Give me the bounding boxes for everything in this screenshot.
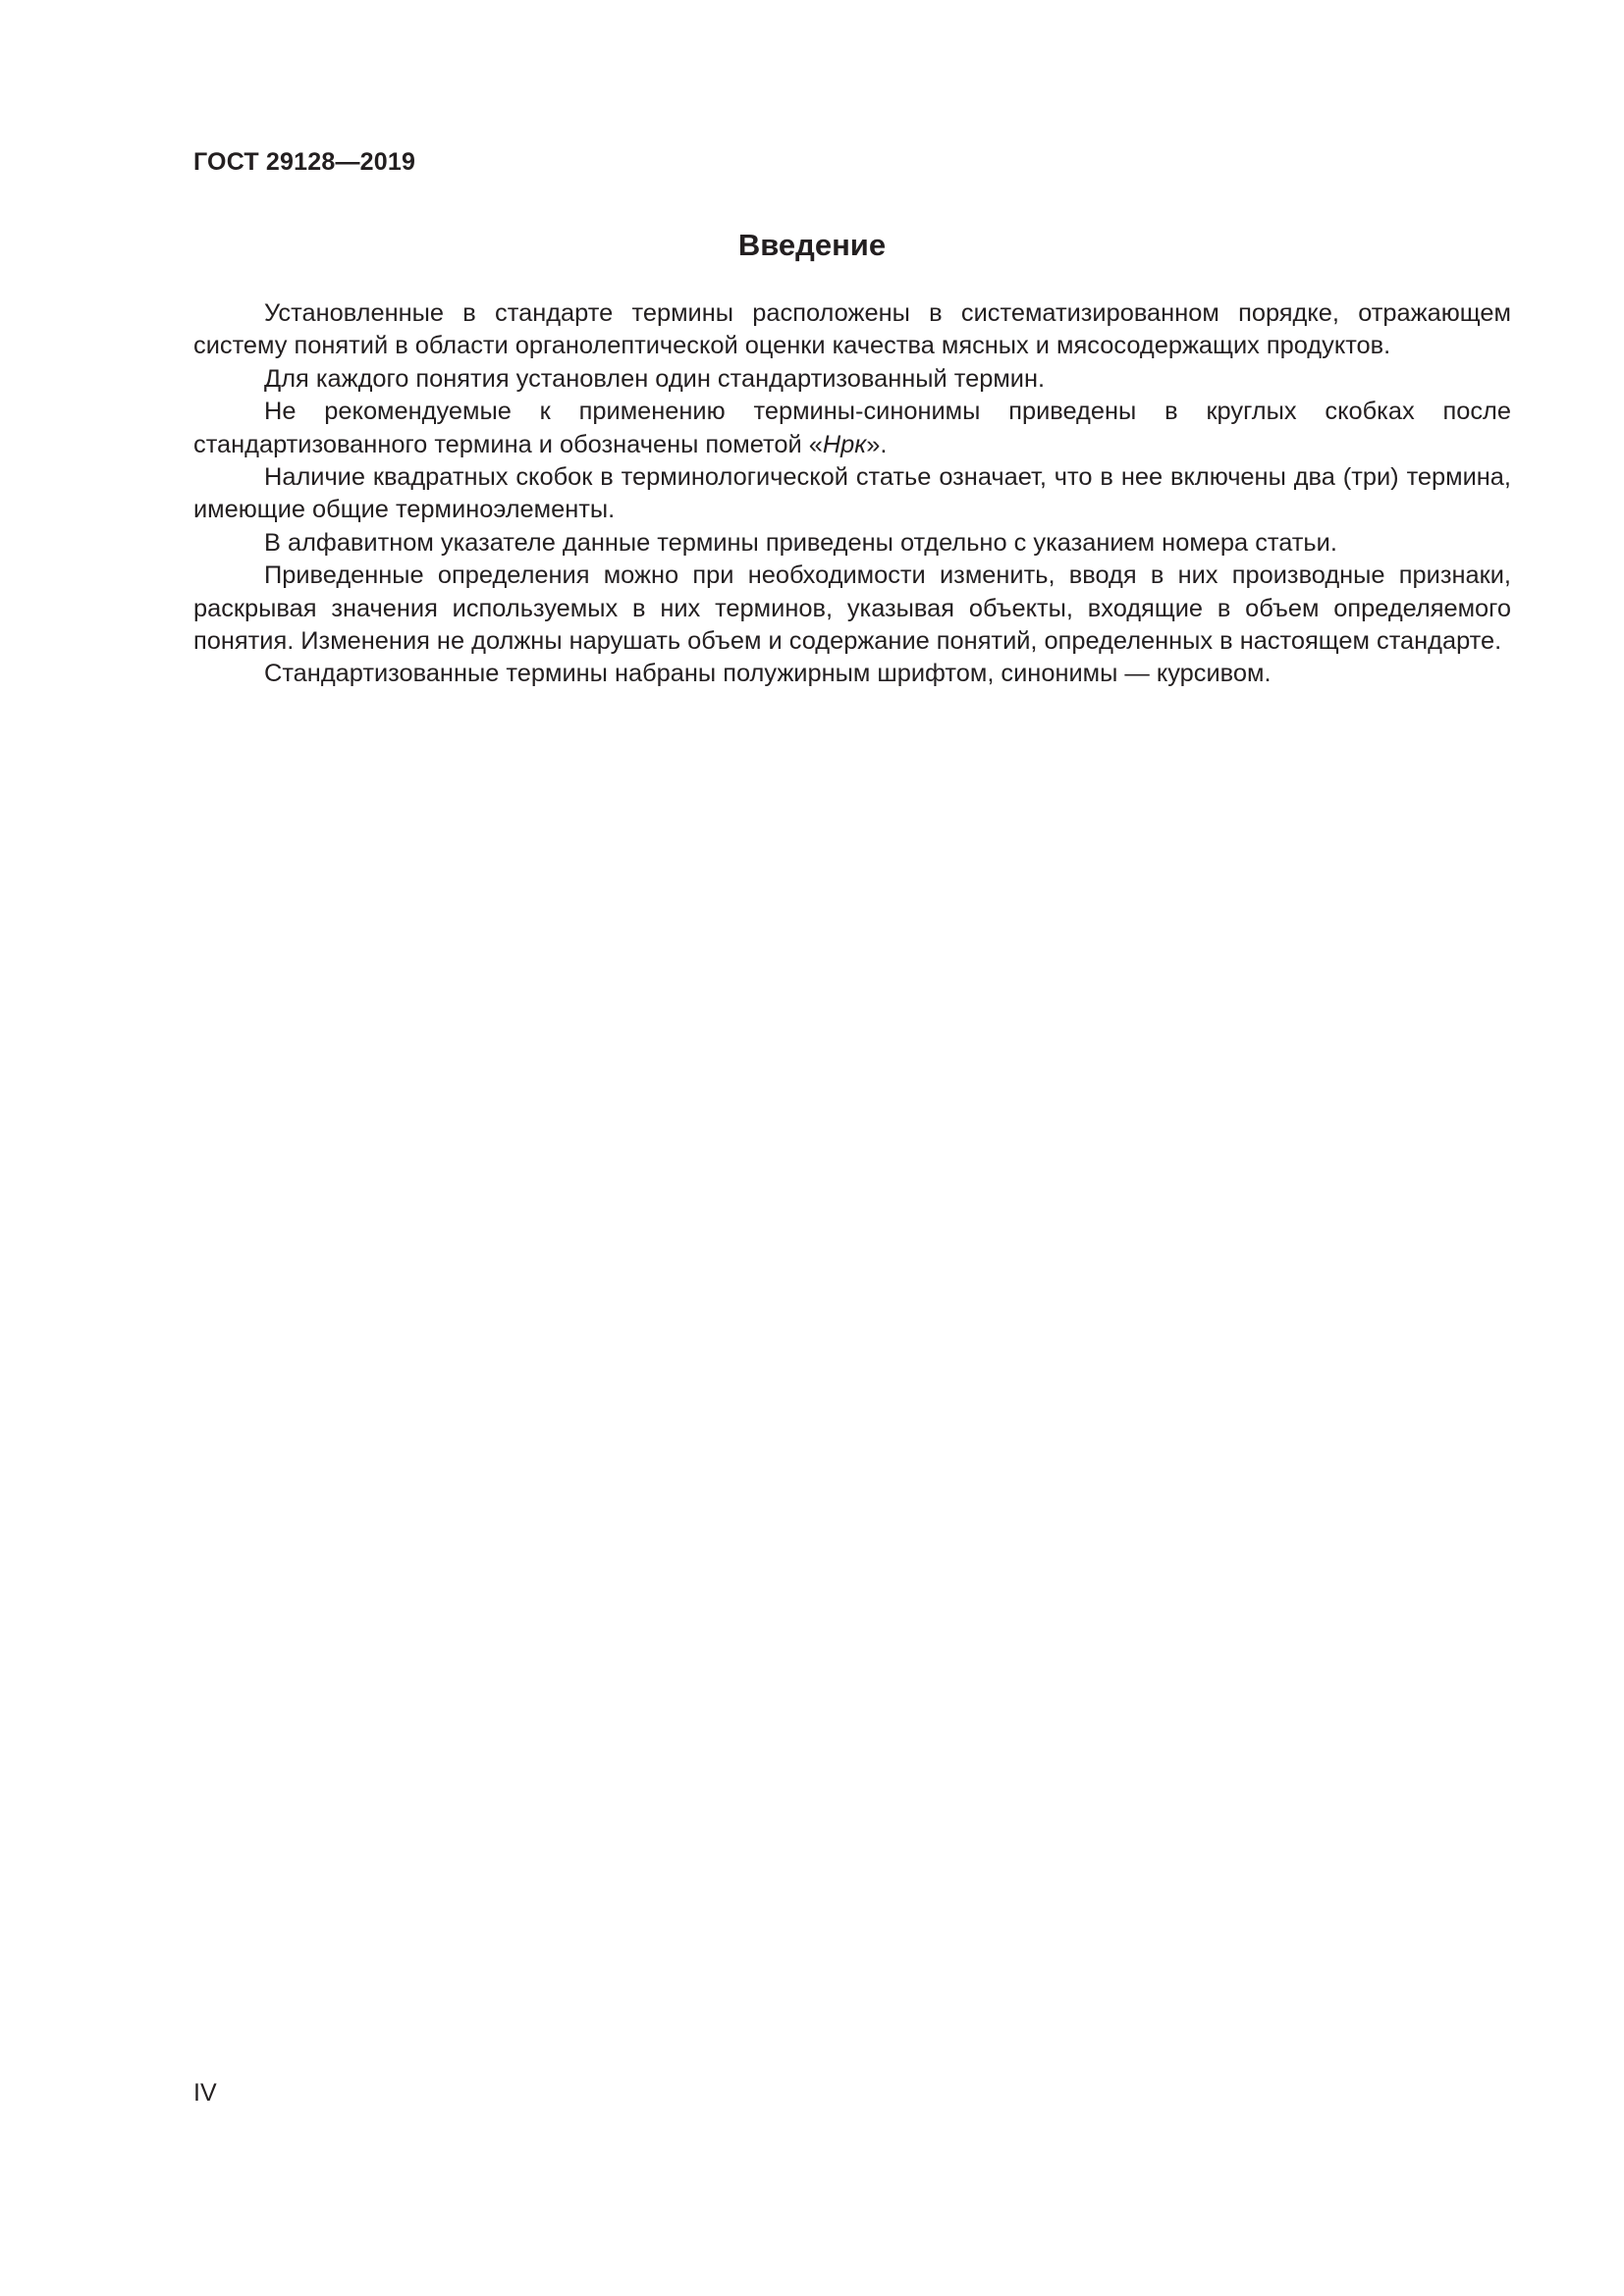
nrk-mark: Нрк xyxy=(822,430,867,458)
paragraph-3-text-start: Не рекомендуемые к применению термины-синонимы приведены в круглых скобках после стандартизованного термина и обозначены пометой « xyxy=(193,398,1511,458)
paragraph-4: Наличие квадратных скобок в терминологической статье означает, что в нее включены два (три) термина, имеющие общие терминоэлементы. xyxy=(193,463,1511,524)
paragraph-3-text-end: ». xyxy=(866,430,888,458)
paragraph-1: Установленные в стандарте термины расположены в систематизированном порядке, отражающем систему понятий в области органолептической оценки качества мясных и мясосодержащих продуктов. xyxy=(193,299,1511,360)
paragraph-6: Приведенные определения можно при необходимости изменить, вводя в них производные признаки, раскрывая значения используемых в них терминов, указывая объекты, входящие в объем определяемого понятия. Изменения не должны нарушать объем и содержание понятий, определенных в настоящем стандарте. xyxy=(193,561,1511,656)
page-number: IV xyxy=(193,2079,217,2107)
paragraph-7: Стандартизованные термины набраны полужирным шрифтом, синонимы — курсивом. xyxy=(264,660,1272,688)
paragraph-2: Для каждого понятия установлен один стандартизованный термин. xyxy=(264,364,1046,393)
paragraph-5: В алфавитном указателе данные термины приведены отдельно с указанием номера статьи. xyxy=(264,528,1337,557)
document-code: ГОСТ 29128—2019 xyxy=(193,148,416,176)
section-title: Введение xyxy=(737,228,887,262)
paragraph-3 xyxy=(193,396,1511,461)
introduction-body xyxy=(193,297,1511,691)
